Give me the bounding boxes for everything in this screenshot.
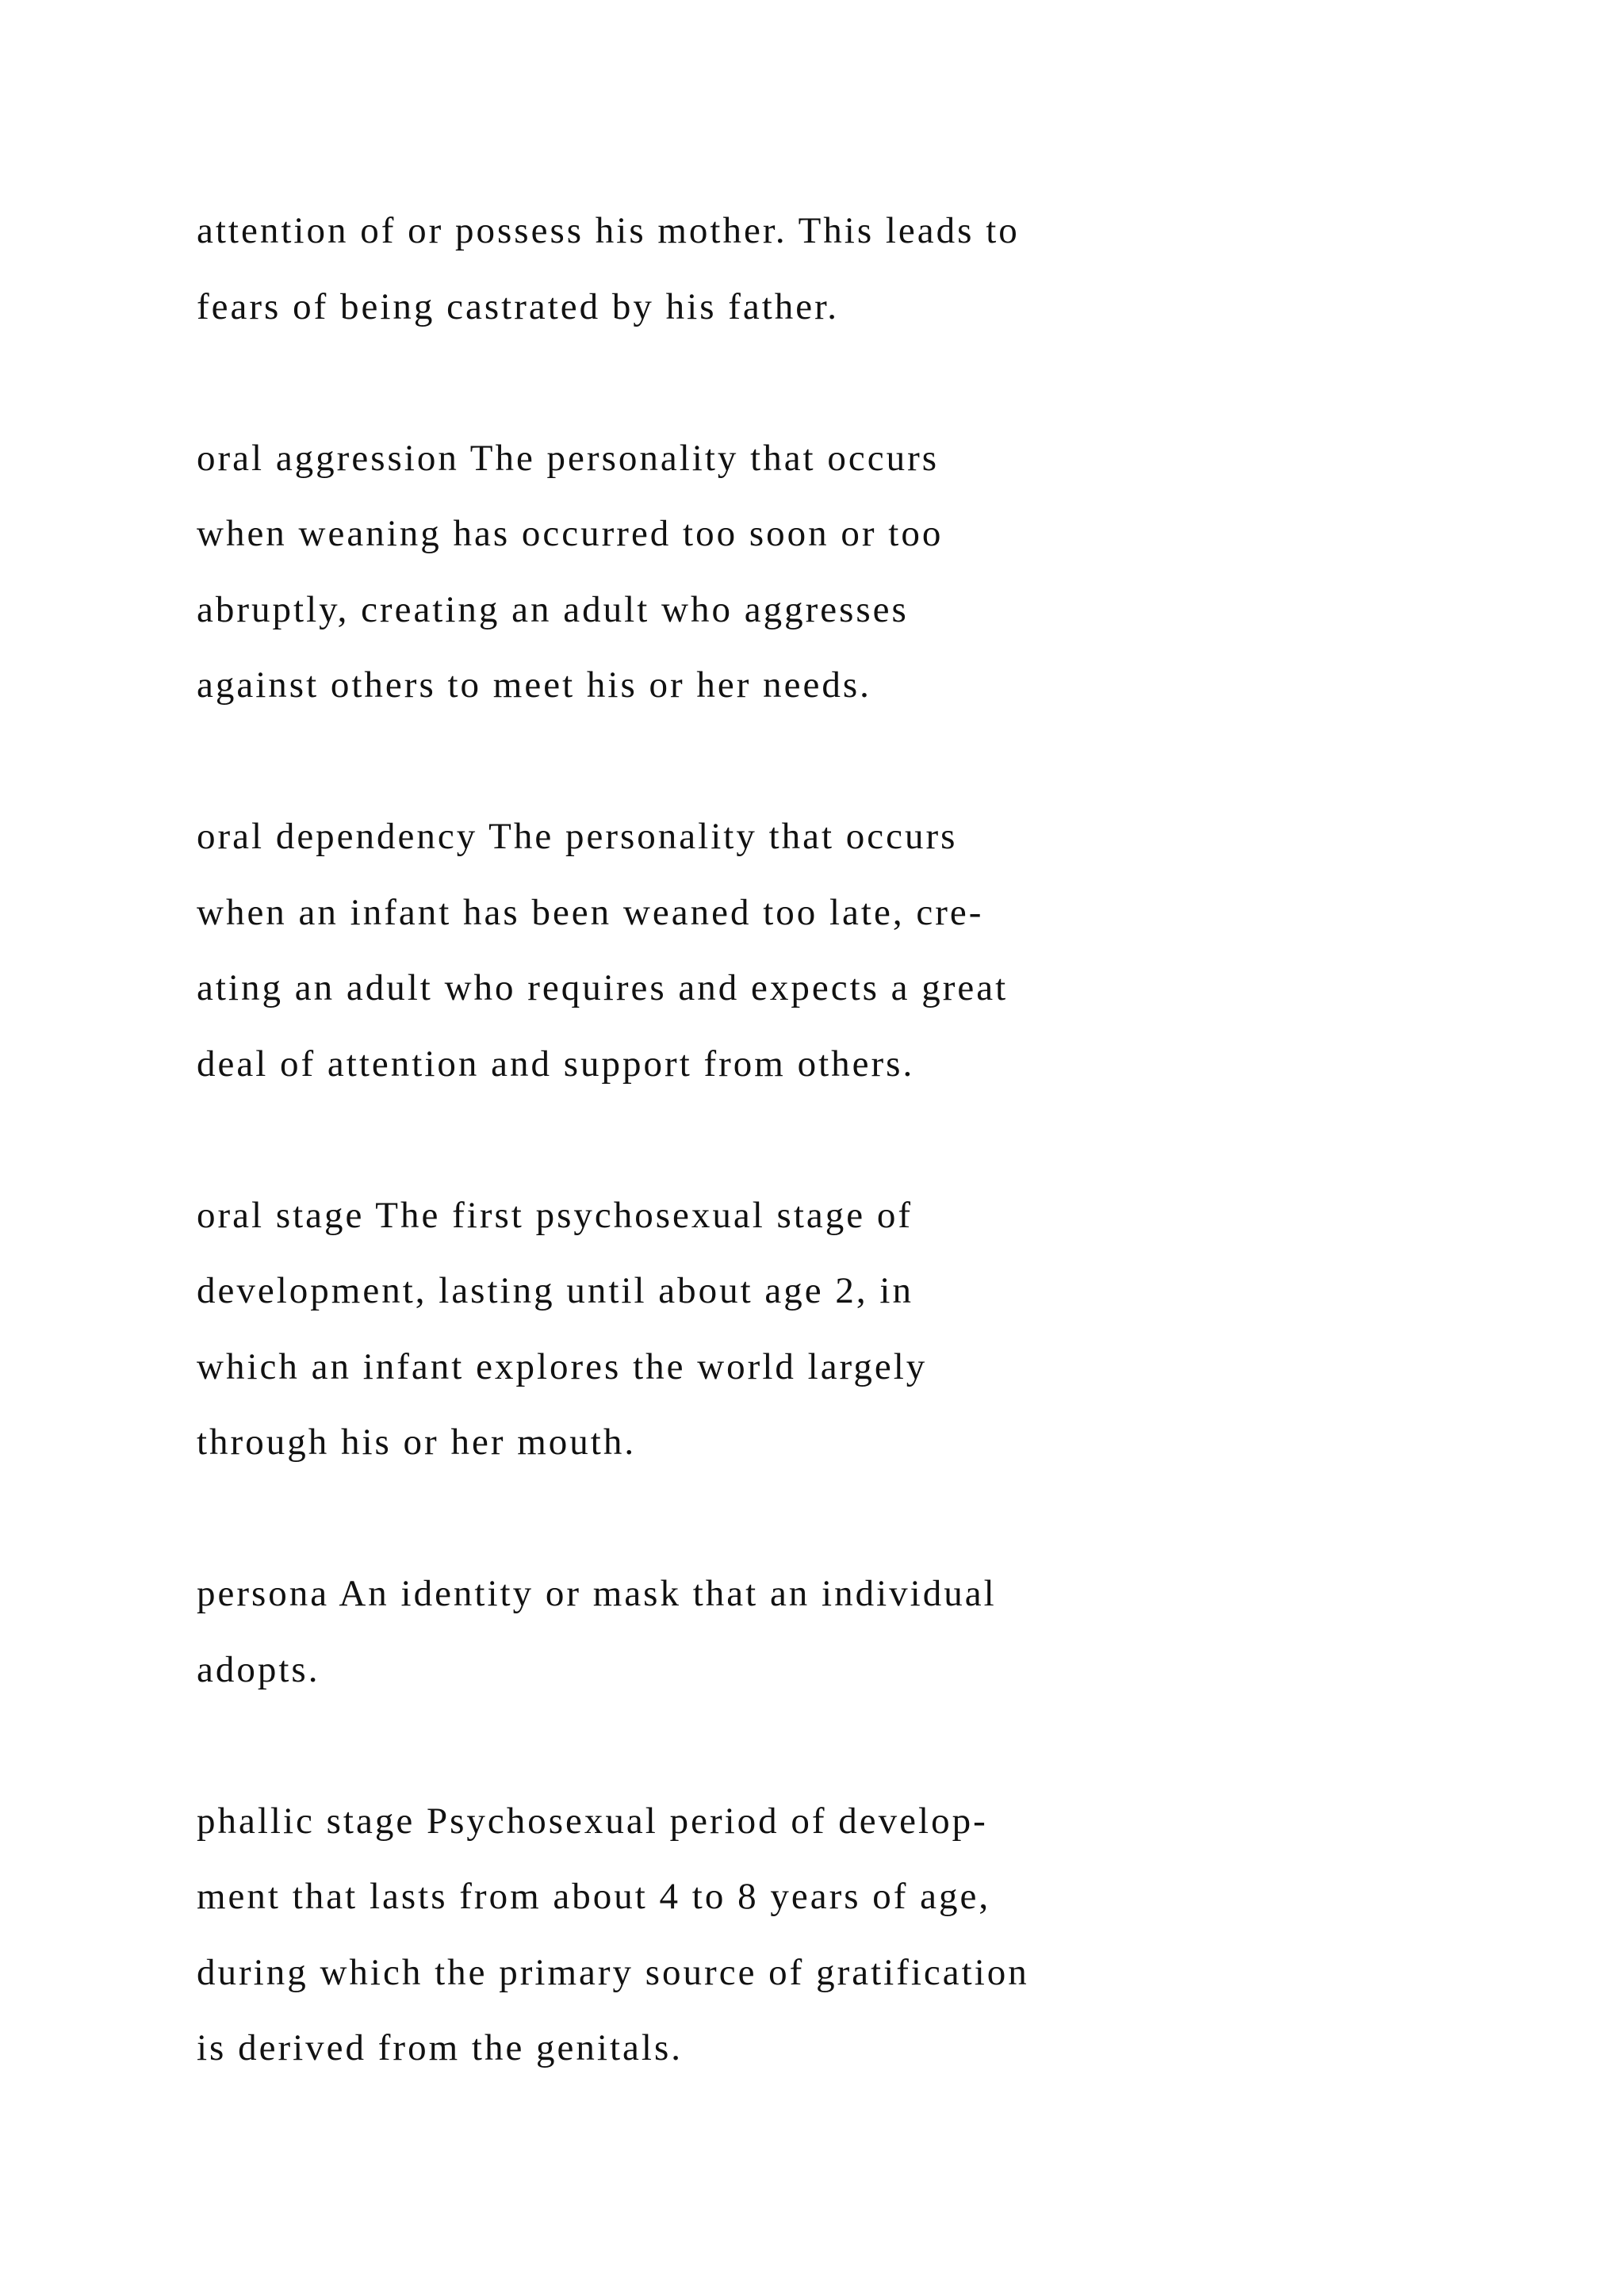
glossary-entry-oral-dependency <box>197 799 1386 1102</box>
text-line: persona An identity or mask that an individual <box>197 1573 997 1614</box>
text-line: abruptly, creating an adult who aggresses <box>197 588 909 630</box>
text-line: through his or her mouth. <box>197 1422 637 1463</box>
paragraph-gap <box>197 345 1386 421</box>
text-line: adopts. <box>197 1648 320 1690</box>
text-line: when weaning has occurred too soon or too <box>197 513 944 554</box>
glossary-entry-oral-aggression <box>197 421 1386 724</box>
paragraph-gap <box>197 724 1386 800</box>
text-line: when an infant has been weaned too late, cre- <box>197 891 984 933</box>
text-line: deal of attention and support from others. <box>197 1043 915 1085</box>
text-line: is derived from the genitals. <box>197 2027 683 2068</box>
glossary-entry-continuation <box>197 193 1386 345</box>
text-line: oral dependency The personality that occurs <box>197 816 958 857</box>
text-line: during which the primary source of gratification <box>197 1951 1029 1993</box>
text-line: fears of being castrated by his father. <box>197 285 839 327</box>
paragraph-gap <box>197 1102 1386 1178</box>
text-line: development, lasting until about age 2, in <box>197 1270 914 1311</box>
paragraph-gap <box>197 1481 1386 1557</box>
text-line: oral stage The first psychosexual stage of <box>197 1194 914 1236</box>
text-line: ment that lasts from about 4 to 8 years of age, <box>197 1876 991 1917</box>
text-line: which an infant explores the world largely <box>197 1345 928 1387</box>
text-line: oral aggression The personality that occurs <box>197 437 940 479</box>
glossary-entry-persona <box>197 1556 1386 1708</box>
text-line: attention of or possess his mother. This leads to <box>197 210 1020 251</box>
glossary-entry-phallic-stage <box>197 1784 1386 2087</box>
text-line: phallic stage Psychosexual period of develop- <box>197 1800 988 1842</box>
glossary-text <box>197 193 1386 2087</box>
text-line: against others to meet his or her needs. <box>197 664 871 706</box>
text-line: ating an adult who requires and expects a great <box>197 967 1009 1008</box>
glossary-entry-oral-stage <box>197 1178 1386 1481</box>
paragraph-gap <box>197 1708 1386 1784</box>
